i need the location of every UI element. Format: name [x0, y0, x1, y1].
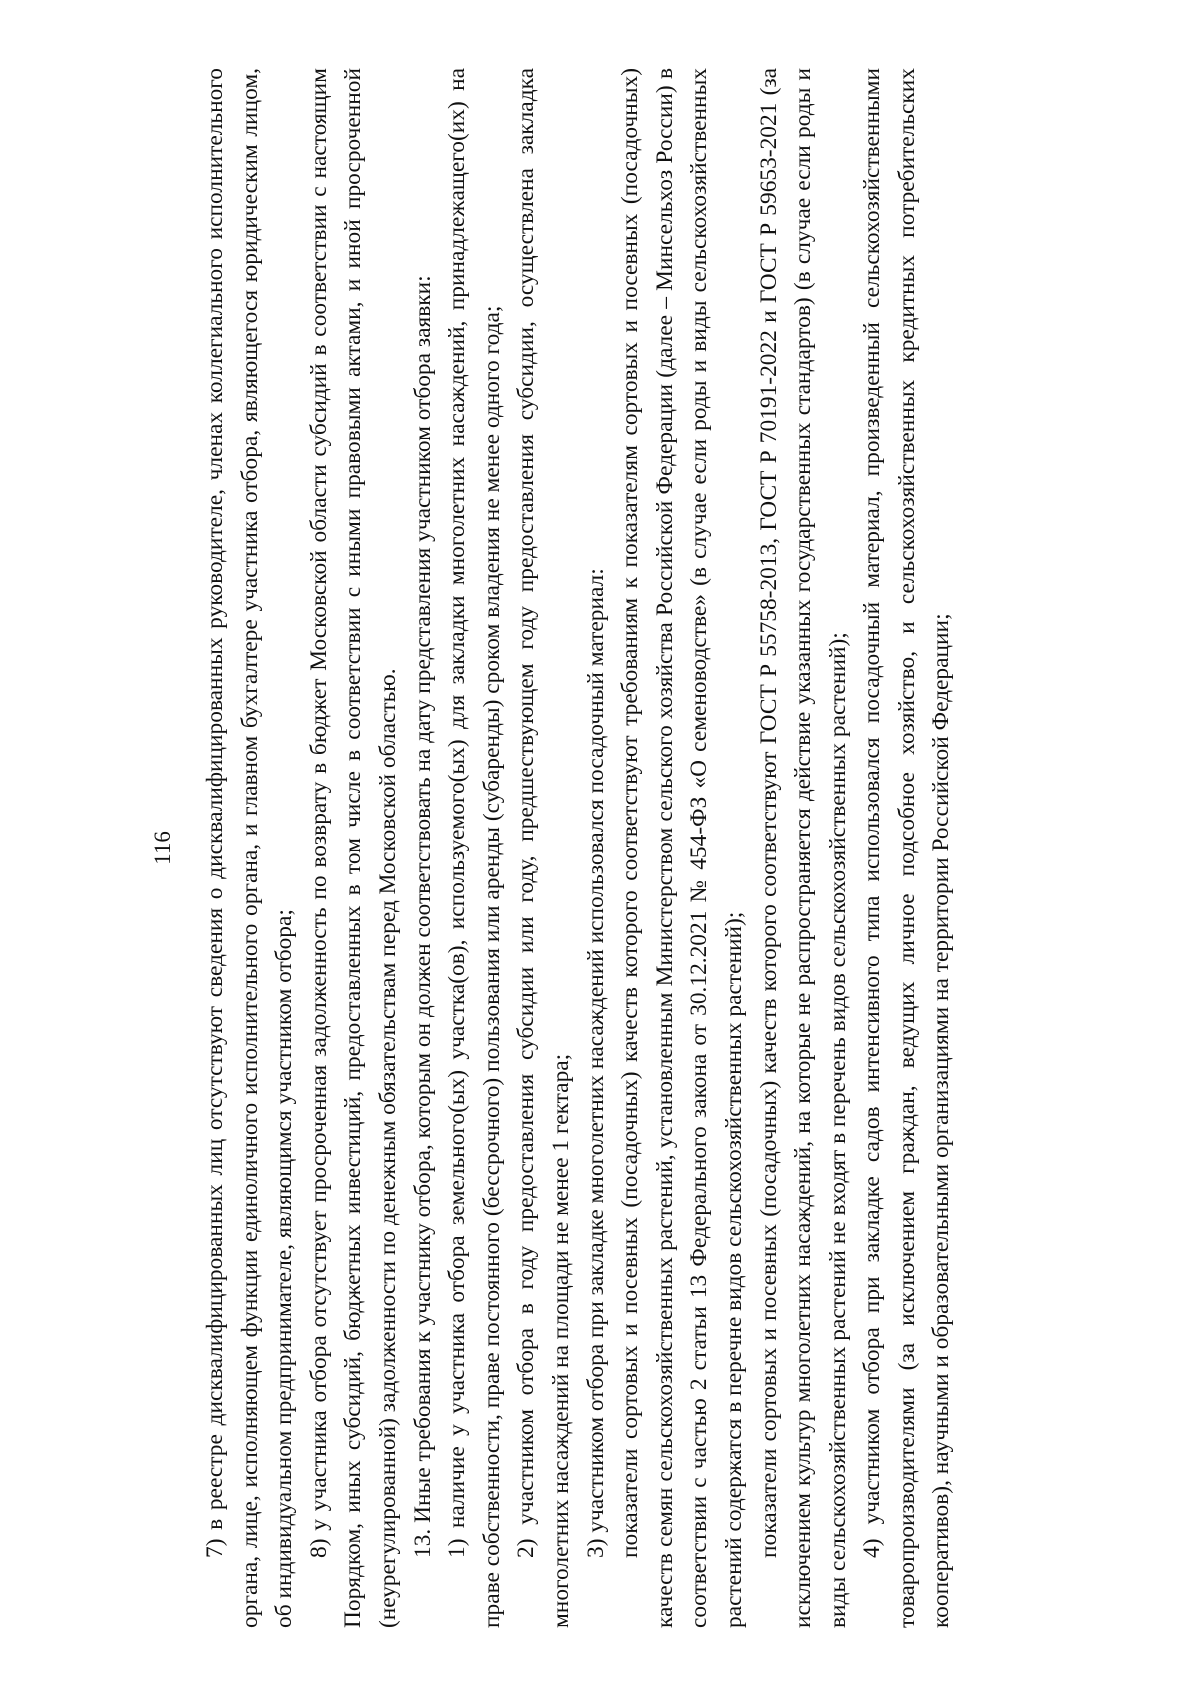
paragraph-subitem-3: 3) участником отбора при закладке многолетних насаждений использовался посадочный материал:: [582, 568, 609, 1558]
rotated-page-content: [150, 48, 1050, 1648]
document-body: [198, 68, 959, 1628]
paragraph-indicators-gost: показатели сортовых и посевных (посадочных) качеств которого соответствуют ГОСТ Р 55758-2013, ГОСТ Р 70191-2022 и ГОСТ Р 59653-2021 (за исключением культур многолетних насаждений, на которые не распространяется действие указанных государственных стандартов) (в случае если роды и виды сельскохозяйственных растений не входят в перечень видов сельскохозяйственных растений);: [755, 68, 851, 1628]
paragraph-item-8: 8) у участника отбора отсутствует просроченная задолженность по возврату в бюджет Московской области субсидий в соответствии с настоящим Порядком, иных субсидий, бюджетных инвестиций, предоставленных в том числе в соответствии с иными правовыми актами, и иной просроченной (неурегулированной) задолженности по денежным обязательствам перед Московской областью.: [305, 68, 401, 1628]
paragraph-section-13: 13. Иные требования к участнику отбора, которым он должен соответствовать на дату представления участником отбора заявки:: [409, 275, 436, 1558]
paragraph-item-7: 7) в реестре дисквалифицированных лиц отсутствуют сведения о дисквалифицированных руководителе, членах коллегиального исполнительного органа, лице, исполняющем функции единоличного исполнительного органа, и главном бухгалтере участника отбора, являющегося юридическим лицом, об индивидуальном предпринимателе, являющимся участником отбора;: [202, 68, 298, 1628]
paragraph-subitem-2: 2) участником отбора в году предоставления субсидии или году, предшествующем году предоставления субсидии, осуществлена закладка многолетних насаждений на площади не менее 1 гектара;: [513, 68, 574, 1628]
paragraph-subitem-1: 1) наличие у участника отбора земельного(ых) участка(ов), используемого(ых) для закладки многолетних насаждений, принадлежащего(их) на праве собственности, праве постоянного (бессрочного) пользования или аренды (субаренды) сроком владения не менее одного года;: [444, 68, 505, 1628]
page-number: 116: [150, 831, 175, 865]
paragraph-indicators-seed-requirements: показатели сортовых и посевных (посадочных) качеств которого соответствуют требованиям к показателям сортовых и посевных (посадочных) качеств семян сельскохозяйственных растений, установленным Министерством сельского хозяйства Российской Федерации (далее – Минсельхоз России) в соответствии с частью 2 статьи 13 Федерального закона от 30.12.2021 № 454-ФЗ «О семеноводстве» (в случае если роды и виды сельскохозяйственных растений содержатся в перечне видов сельскохозяйственных растений);: [617, 68, 747, 1628]
paragraph-subitem-4: 4) участником отбора при закладке садов интенсивного типа использовался посадочный материал, произведенный сельскохозяйственными товаропроизводителями (за исключением граждан, ведущих личное подсобное хозяйство, и сельскохозяйственных кредитных потребительских кооперативов), научными и образовательными организациями на территории Российской Федерации;: [859, 68, 955, 1628]
